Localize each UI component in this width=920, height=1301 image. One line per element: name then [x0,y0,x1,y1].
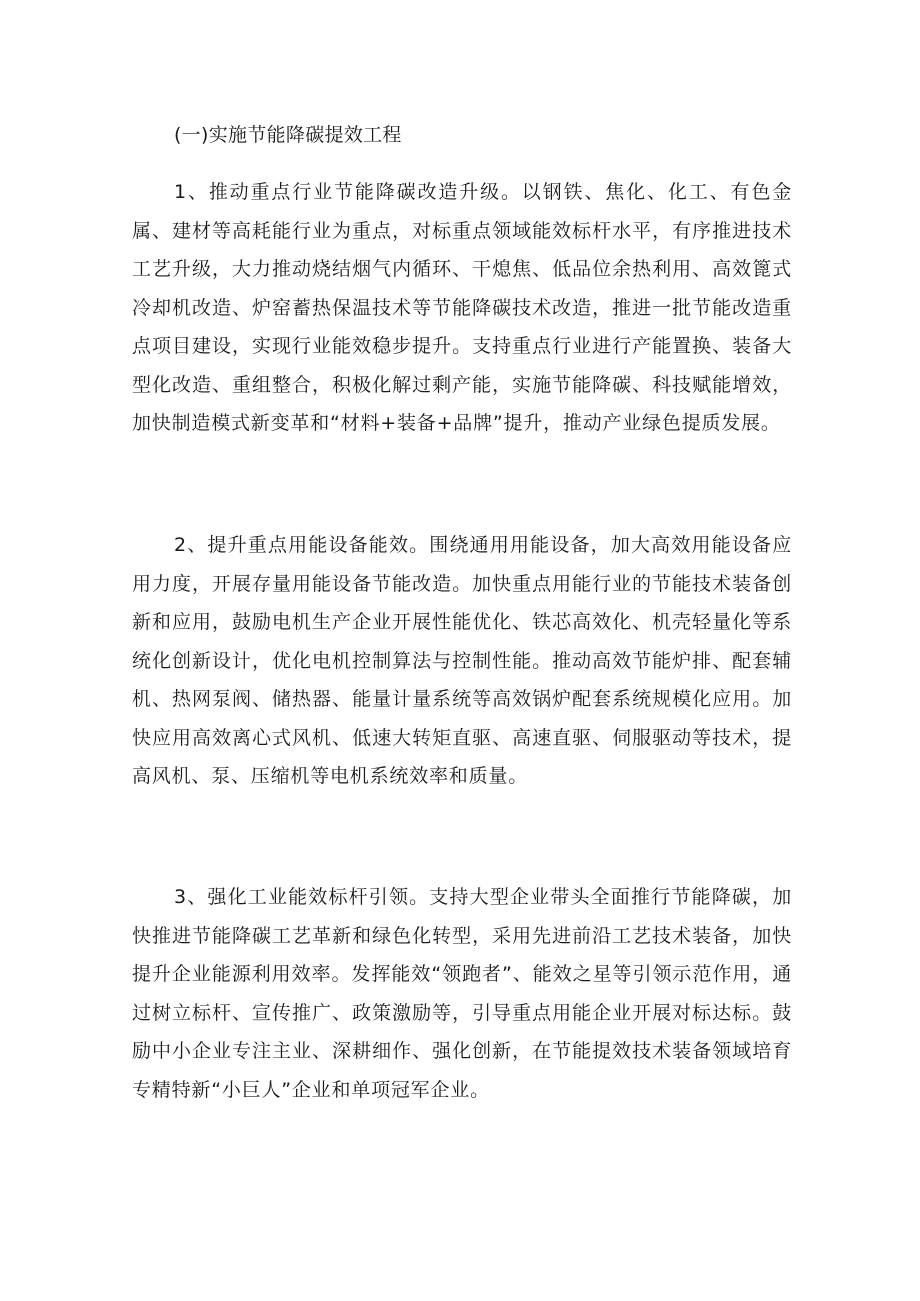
paragraph-3: 3、强化工业能效标杆引领。支持大型企业带头全面推行节能降碳，加快推进节能降碳工艺革新和绿色化转型，采用先进前沿工艺技术装备，加快提升企业能源利用效率。发挥能效“领跑者”、能效之星等引领示范作用，通过树立标杆、宣传推广、政策激励等，引导重点用能企业开展对标达标。鼓励中小企业专注主业、深耕细作、强化创新，在节能提效技术装备领域培育专精特新“小巨人”企业和单项冠军企业。 [132,886,792,1101]
section-heading: (一)实施节能降碳提效工程 [174,124,402,146]
paragraph-2: 2、提升重点用能设备能效。围绕通用用能设备，加大高效用能设备应用力度，开展存量用能设备节能改造。加快重点用能行业的节能技术装备创新和应用，鼓励电机生产企业开展性能优化、铁芯高效化、机壳轻量化等系统化创新设计，优化电机控制算法与控制性能。推动高效节能炉排、配套辅机、热网泵阀、储热器、能量计量系统等高效锅炉配套系统规模化应用。加快应用高效离心式风机、低速大转矩直驱、高速直驱、伺服驱动等技术，提高风机、泵、压缩机等电机系统效率和质量。 [132,534,792,787]
paragraph-1: 1、推动重点行业节能降碳改造升级。以钢铁、焦化、化工、有色金属、建材等高耗能行业为重点，对标重点领域能效标杆水平，有序推进技术工艺升级，大力推动烧结烟气内循环、干熄焦、低品位余热利用、高效篦式冷却机改造、炉窑蓄热保温技术等节能降碳技术改造，推进一批节能改造重点项目建设，实现行业能效稳步提升。支持重点行业进行产能置换、装备大型化改造、重组整合，积极化解过剩产能，实施节能降碳、科技赋能增效，加快制造模式新变革和“材料+装备+品牌”提升，推动产业绿色提质发展。 [132,181,792,434]
